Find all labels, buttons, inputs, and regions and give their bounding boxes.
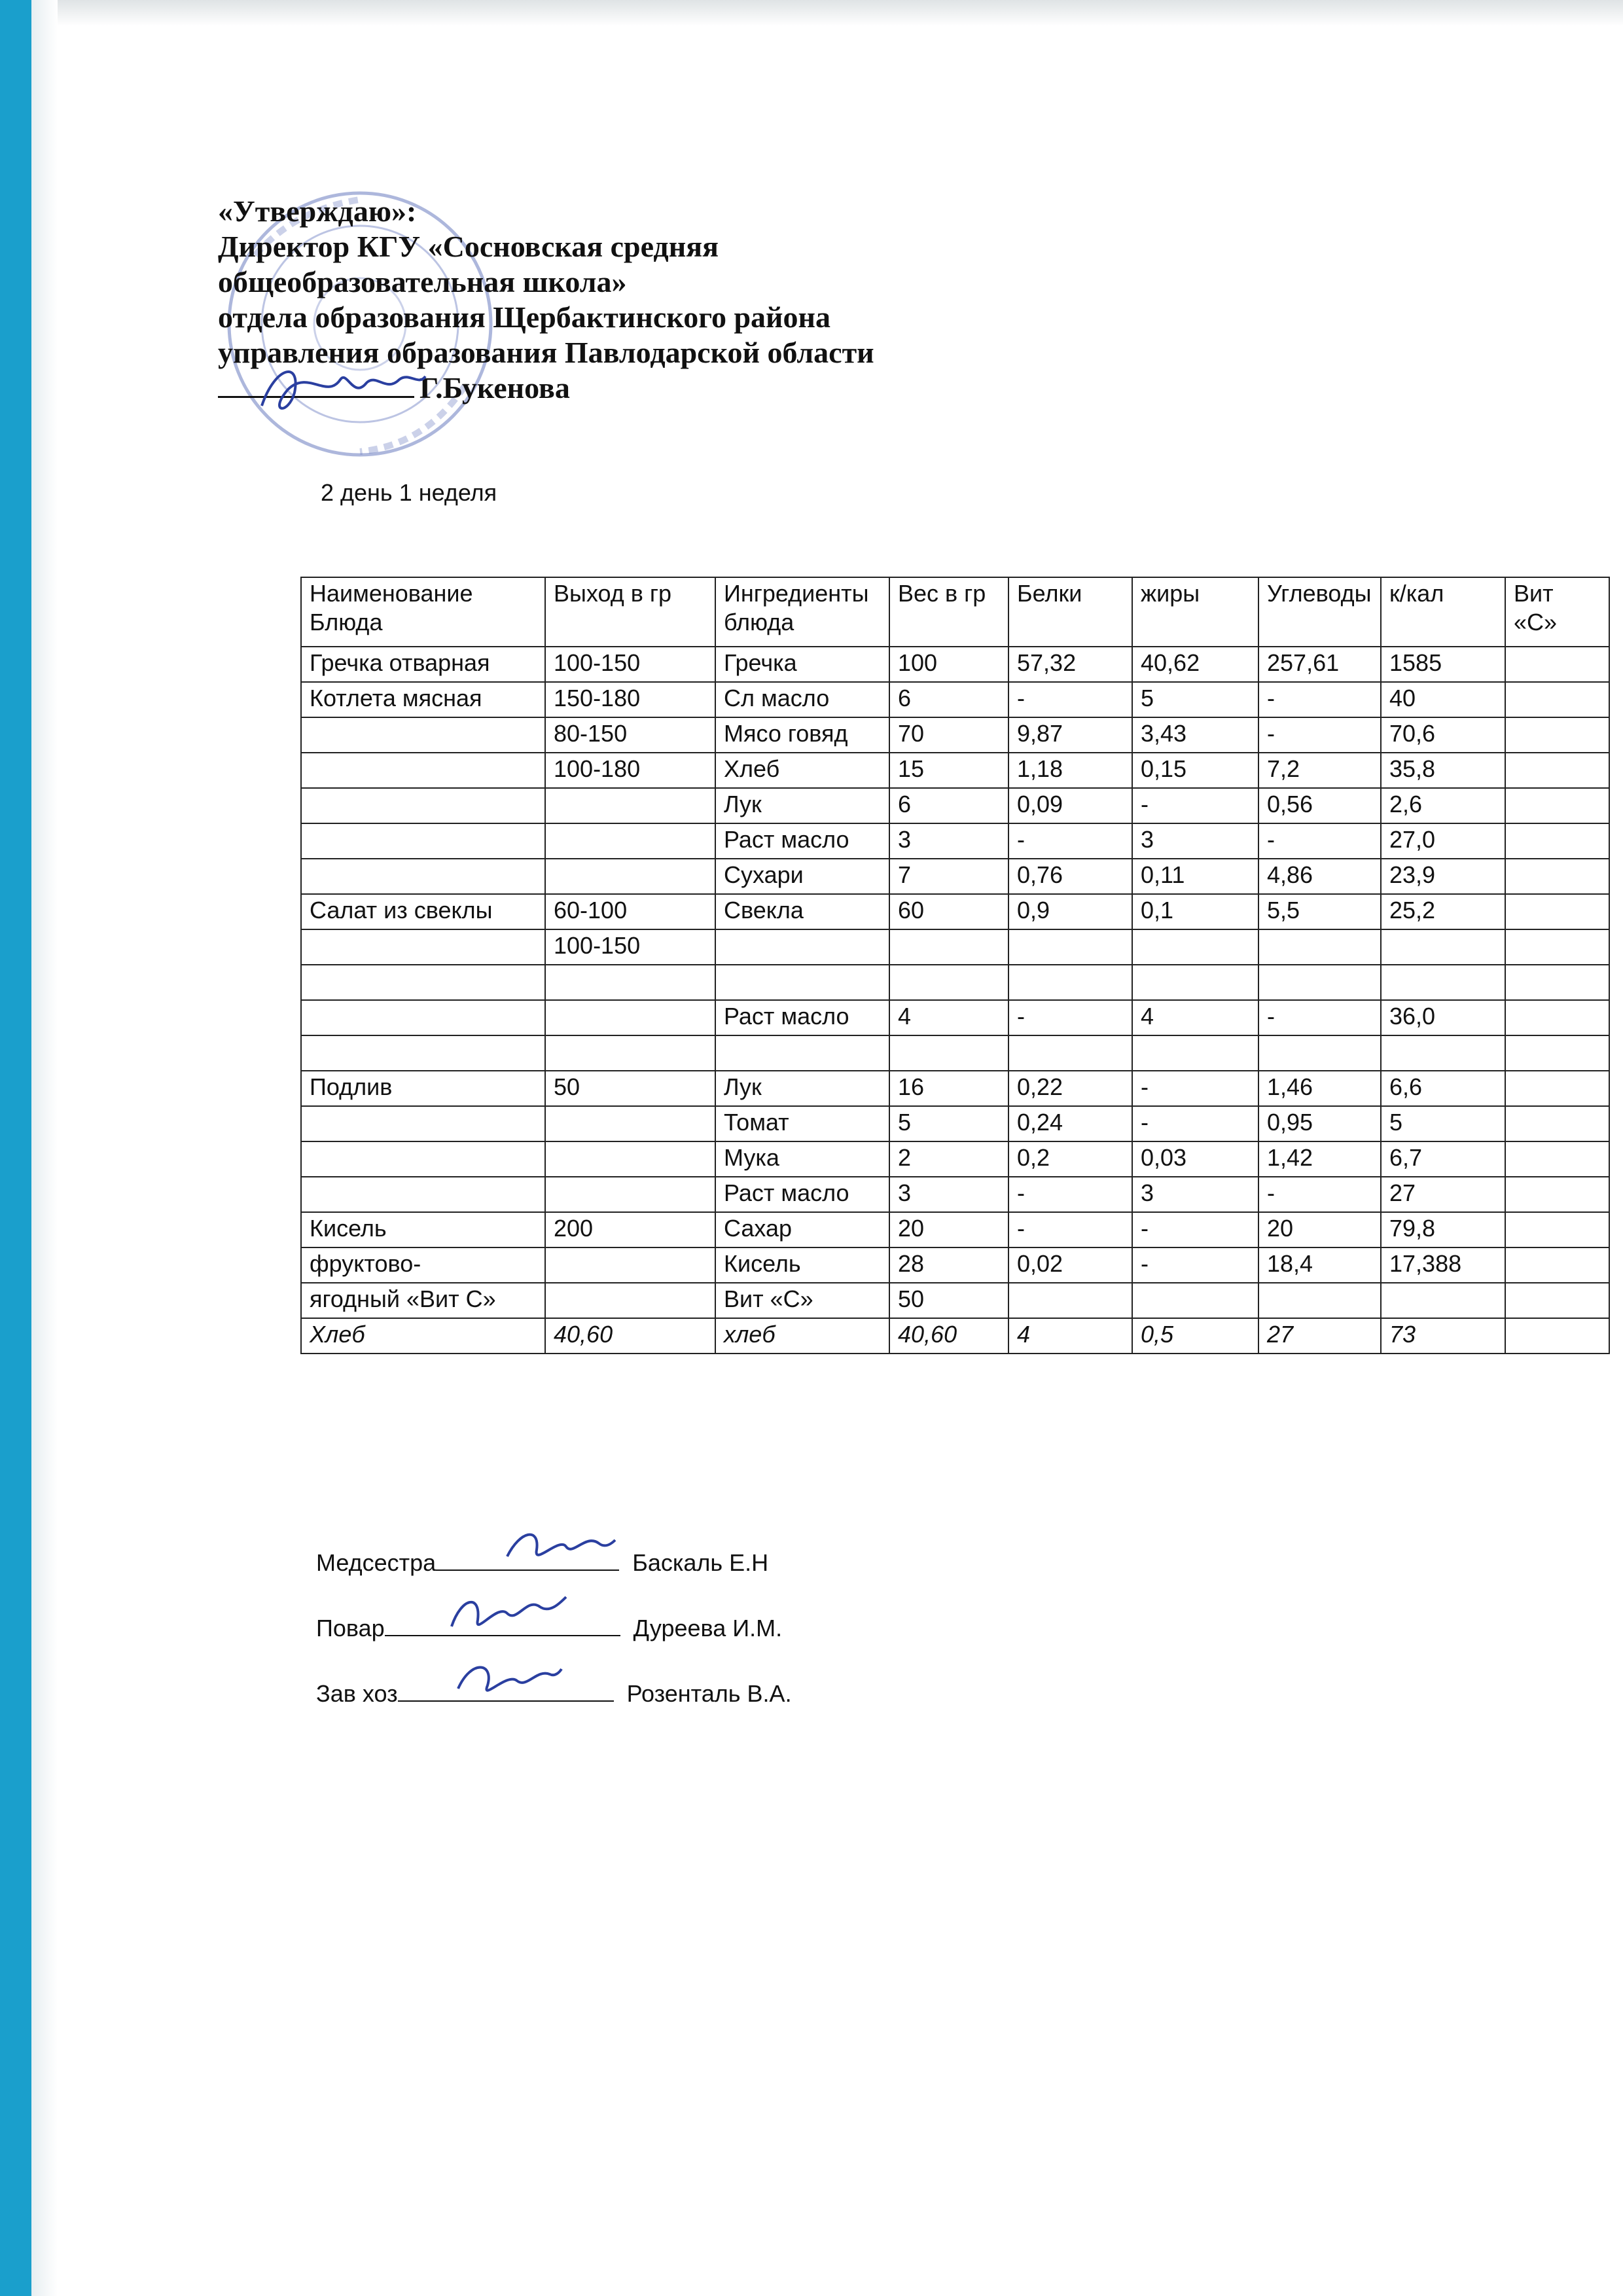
table-cell: 150-180 [545, 682, 715, 717]
table-cell [1505, 1283, 1609, 1318]
table-cell: Мука [715, 1141, 889, 1177]
column-header: жиры [1132, 577, 1258, 647]
binder-edge [0, 0, 31, 2296]
table-cell [1132, 929, 1258, 965]
signature-name: Дуреева И.М. [633, 1615, 783, 1641]
signature-name: Баскаль Е.Н [632, 1549, 769, 1576]
table-cell: 36,0 [1381, 1000, 1505, 1035]
table-cell [1258, 1283, 1381, 1318]
table-cell [715, 965, 889, 1000]
table-cell [301, 753, 545, 788]
column-header: Выход в гр [545, 577, 715, 647]
table-cell [1505, 929, 1609, 965]
table-cell [1505, 965, 1609, 1000]
table-cell [301, 823, 545, 859]
day-label: 2 день 1 неделя [321, 479, 497, 506]
table-cell [301, 965, 545, 1000]
table-cell: Гречка [715, 647, 889, 682]
table-cell [1505, 1247, 1609, 1283]
table-cell: 0,5 [1132, 1318, 1258, 1354]
table-cell [545, 1106, 715, 1141]
column-header: Вит «С» [1505, 577, 1609, 647]
table-cell: - [1008, 823, 1132, 859]
table-cell: - [1132, 788, 1258, 823]
table-cell: Котлета мясная [301, 682, 545, 717]
table-cell [301, 1177, 545, 1212]
table-cell: 6,6 [1381, 1071, 1505, 1106]
column-header: Ингредиенты блюда [715, 577, 889, 647]
column-header: Белки [1008, 577, 1132, 647]
table-cell: 60 [889, 894, 1008, 929]
column-header: Углеводы [1258, 577, 1381, 647]
director-signature [249, 353, 432, 425]
table-cell: 0,76 [1008, 859, 1132, 894]
table-cell: 200 [545, 1212, 715, 1247]
table-cell [1132, 965, 1258, 1000]
table-cell [545, 823, 715, 859]
table-cell: 60-100 [545, 894, 715, 929]
table-cell: Сахар [715, 1212, 889, 1247]
table-row [301, 753, 1609, 788]
table-cell [1505, 1000, 1609, 1035]
table-cell [1008, 1283, 1132, 1318]
table-cell: 0,95 [1258, 1106, 1381, 1141]
table-cell: 27,0 [1381, 823, 1505, 859]
table-cell: Хлеб [715, 753, 889, 788]
table-cell: Сл масло [715, 682, 889, 717]
table-cell [1505, 1106, 1609, 1141]
table-row [301, 894, 1609, 929]
table-cell [545, 1000, 715, 1035]
table-cell: Сухари [715, 859, 889, 894]
approval-department: отдела образования Щербактинского района [218, 300, 831, 334]
table-cell: 4 [1132, 1000, 1258, 1035]
table-cell: Кисель [715, 1247, 889, 1283]
table-cell: 50 [889, 1283, 1008, 1318]
table-cell: 5 [1381, 1106, 1505, 1141]
table-cell [1505, 717, 1609, 753]
table-cell: 100-150 [545, 647, 715, 682]
table-cell [1132, 1283, 1258, 1318]
table-cell: 17,388 [1381, 1247, 1505, 1283]
table-cell: Гречка отварная [301, 647, 545, 682]
table-cell [1381, 1035, 1505, 1071]
table-cell [545, 1035, 715, 1071]
table-cell: - [1008, 1000, 1132, 1035]
table-cell: 0,11 [1132, 859, 1258, 894]
table-cell: - [1008, 1212, 1132, 1247]
table-cell: - [1008, 682, 1132, 717]
supply-signature [452, 1649, 563, 1708]
table-cell [1258, 1035, 1381, 1071]
table-cell [715, 929, 889, 965]
table-cell: 0,09 [1008, 788, 1132, 823]
column-header: Вес в гр [889, 577, 1008, 647]
table-cell: 1,46 [1258, 1071, 1381, 1106]
table-cell: Свекла [715, 894, 889, 929]
table-cell [545, 788, 715, 823]
table-cell: 23,9 [1381, 859, 1505, 894]
table-cell: Лук [715, 788, 889, 823]
table-cell [301, 859, 545, 894]
table-cell [545, 859, 715, 894]
signature-role: Зав хоз [316, 1680, 398, 1707]
table-cell [715, 1035, 889, 1071]
table-cell: 1585 [1381, 647, 1505, 682]
table-cell: 2,6 [1381, 788, 1505, 823]
menu-table [300, 577, 1610, 1354]
table-row [301, 788, 1609, 823]
column-header: Наименование Блюда [301, 577, 545, 647]
table-cell [1505, 1071, 1609, 1106]
table-cell: 27 [1381, 1177, 1505, 1212]
table-cell: Мясо говяд [715, 717, 889, 753]
table-cell: 0,56 [1258, 788, 1381, 823]
table-cell: 15 [889, 753, 1008, 788]
table-row [301, 1141, 1609, 1177]
table-cell [301, 1141, 545, 1177]
table-cell [545, 1141, 715, 1177]
approval-signer: Г.Букенова [419, 371, 570, 404]
table-cell: 80-150 [545, 717, 715, 753]
table-cell [301, 788, 545, 823]
table-cell: Подлив [301, 1071, 545, 1106]
table-cell [1505, 894, 1609, 929]
table-cell: 73 [1381, 1318, 1505, 1354]
table-cell: 57,32 [1008, 647, 1132, 682]
table-cell: 3 [889, 823, 1008, 859]
table-row [301, 647, 1609, 682]
table-cell: 1,42 [1258, 1141, 1381, 1177]
table-cell: 5,5 [1258, 894, 1381, 929]
table-header-row [301, 577, 1609, 647]
table-cell: 100 [889, 647, 1008, 682]
table-cell: - [1258, 1000, 1381, 1035]
table-cell: 25,2 [1381, 894, 1505, 929]
scan-top-shadow [58, 0, 1623, 26]
table-cell [545, 965, 715, 1000]
table-cell [1505, 1318, 1609, 1354]
table-cell: - [1132, 1247, 1258, 1283]
table-row [301, 1318, 1609, 1354]
table-row [301, 823, 1609, 859]
table-cell: Вит «С» [715, 1283, 889, 1318]
table-cell [545, 1283, 715, 1318]
table-cell: 257,61 [1258, 647, 1381, 682]
approval-administration: управления образования Павлодарской области [218, 336, 874, 369]
table-cell [1258, 929, 1381, 965]
table-row [301, 859, 1609, 894]
table-cell: 2 [889, 1141, 1008, 1177]
table-row [301, 929, 1609, 965]
table-cell [1381, 929, 1505, 965]
table-cell: 5 [1132, 682, 1258, 717]
table-cell: 0,02 [1008, 1247, 1132, 1283]
approval-title: «Утверждаю»: [218, 194, 417, 228]
table-cell [1505, 1141, 1609, 1177]
table-cell [1505, 1177, 1609, 1212]
column-header: к/кал [1381, 577, 1505, 647]
table-cell: 3,43 [1132, 717, 1258, 753]
table-cell: Раст масло [715, 1000, 889, 1035]
table-cell: 20 [889, 1212, 1008, 1247]
table-row [301, 1283, 1609, 1318]
table-cell: Салат из свеклы [301, 894, 545, 929]
table-cell: 4 [1008, 1318, 1132, 1354]
table-cell: 40 [1381, 682, 1505, 717]
table-cell: - [1132, 1071, 1258, 1106]
table-cell [1381, 1283, 1505, 1318]
table-cell: 100-180 [545, 753, 715, 788]
table-cell: 20 [1258, 1212, 1381, 1247]
table-cell: Раст масло [715, 823, 889, 859]
table-cell [1258, 965, 1381, 1000]
table-row [301, 1071, 1609, 1106]
table-cell: Кисель [301, 1212, 545, 1247]
table-cell [545, 1247, 715, 1283]
table-cell [1505, 647, 1609, 682]
table-cell: Томат [715, 1106, 889, 1141]
table-cell: Хлеб [301, 1318, 545, 1354]
binder-shadow [31, 0, 58, 2296]
table-cell: 5 [889, 1106, 1008, 1141]
table-cell: - [1258, 717, 1381, 753]
table-cell: 0,24 [1008, 1106, 1132, 1141]
table-cell: ягодный «Вит С» [301, 1283, 545, 1318]
table-cell: - [1258, 682, 1381, 717]
table-cell [545, 1177, 715, 1212]
table-cell: 40,60 [545, 1318, 715, 1354]
table-cell: 0,2 [1008, 1141, 1132, 1177]
table-cell: 7,2 [1258, 753, 1381, 788]
table-cell: 28 [889, 1247, 1008, 1283]
table-cell: 0,1 [1132, 894, 1258, 929]
table-cell: 70,6 [1381, 717, 1505, 753]
table-cell: 3 [889, 1177, 1008, 1212]
table-cell: 3 [1132, 823, 1258, 859]
table-cell: 0,03 [1132, 1141, 1258, 1177]
table-row [301, 1212, 1609, 1247]
table-cell: - [1132, 1212, 1258, 1247]
table-cell [301, 1106, 545, 1141]
table-cell: 40,62 [1132, 647, 1258, 682]
table-cell [889, 965, 1008, 1000]
table-cell: 6 [889, 682, 1008, 717]
table-cell [889, 929, 1008, 965]
table-cell: 3 [1132, 1177, 1258, 1212]
table-cell: 27 [1258, 1318, 1381, 1354]
signature-role: Повар [316, 1615, 385, 1641]
table-cell: - [1258, 1177, 1381, 1212]
table-row [301, 1106, 1609, 1141]
table-cell [1008, 965, 1132, 1000]
table-cell: Лук [715, 1071, 889, 1106]
table-row [301, 1000, 1609, 1035]
signature-name: Розенталь В.А. [626, 1680, 792, 1707]
table-cell: 40,60 [889, 1318, 1008, 1354]
table-row [301, 1247, 1609, 1283]
table-cell: 70 [889, 717, 1008, 753]
table-cell [301, 1035, 545, 1071]
table-cell: хлеб [715, 1318, 889, 1354]
table-cell: 100-150 [545, 929, 715, 965]
table-cell: Раст масло [715, 1177, 889, 1212]
table-cell: 79,8 [1381, 1212, 1505, 1247]
table-cell: - [1258, 823, 1381, 859]
table-cell [1505, 788, 1609, 823]
table-cell: 0,22 [1008, 1071, 1132, 1106]
table-cell: 4 [889, 1000, 1008, 1035]
table-cell [301, 929, 545, 965]
table-cell: - [1008, 1177, 1132, 1212]
table-cell [301, 717, 545, 753]
table-cell: 50 [545, 1071, 715, 1106]
table-cell [1505, 753, 1609, 788]
table-cell: фруктово- [301, 1247, 545, 1283]
table-cell [1132, 1035, 1258, 1071]
table-cell [1505, 682, 1609, 717]
table-cell: 16 [889, 1071, 1008, 1106]
nurse-signature [501, 1517, 618, 1576]
table-cell: 1,18 [1008, 753, 1132, 788]
table-cell [301, 1000, 545, 1035]
table-cell [1008, 1035, 1132, 1071]
table-cell [1505, 1035, 1609, 1071]
table-cell [1505, 1212, 1609, 1247]
table-cell: 6,7 [1381, 1141, 1505, 1177]
table-row [301, 717, 1609, 753]
table-cell [1505, 859, 1609, 894]
table-cell [1008, 929, 1132, 965]
approval-position: Директор КГУ «Сосновская средняя [218, 230, 719, 263]
table-cell: - [1132, 1106, 1258, 1141]
table-cell: 4,86 [1258, 859, 1381, 894]
table-cell: 7 [889, 859, 1008, 894]
cook-signature [445, 1584, 569, 1643]
table-cell: 35,8 [1381, 753, 1505, 788]
table-row [301, 1035, 1609, 1071]
signature-role: Медсестра [316, 1549, 437, 1576]
table-row [301, 965, 1609, 1000]
table-row [301, 1177, 1609, 1212]
table-cell [1381, 965, 1505, 1000]
approval-school: общеобразовательная школа» [218, 265, 627, 298]
table-cell [1505, 823, 1609, 859]
table-cell: 0,9 [1008, 894, 1132, 929]
table-cell: 0,15 [1132, 753, 1258, 788]
table-row [301, 682, 1609, 717]
table-cell: 6 [889, 788, 1008, 823]
table-cell [889, 1035, 1008, 1071]
table-cell: 18,4 [1258, 1247, 1381, 1283]
table-cell: 9,87 [1008, 717, 1132, 753]
